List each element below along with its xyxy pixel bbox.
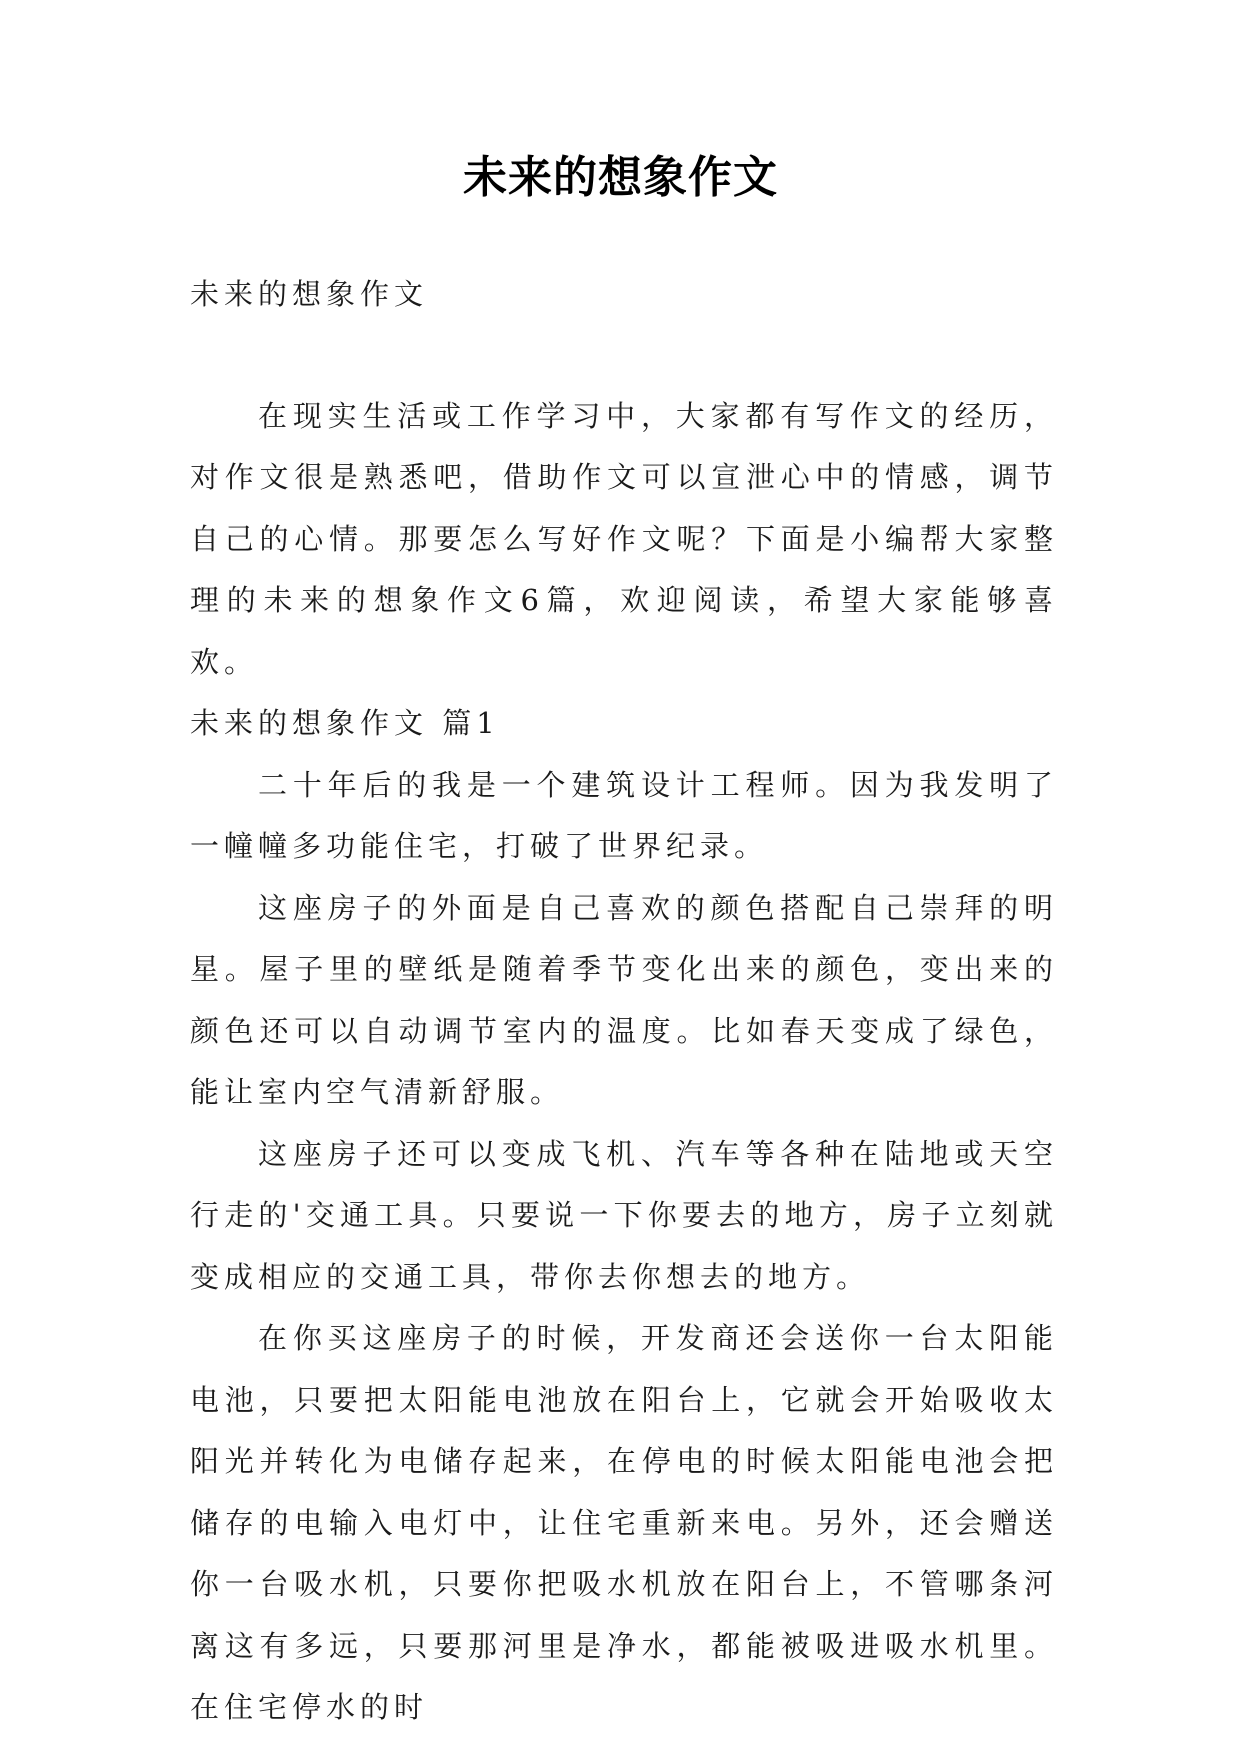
paragraph: 二十年后的我是一个建筑设计工程师。因为我发明了一幢幢多功能住宅，打破了世界纪录。 bbox=[190, 767, 1058, 863]
paragraph: 这座房子还可以变成飞机、汽车等各种在陆地或天空行走的'交通工具。只要说一下你要去的地方，房子立刻就变成相应的交通工具，带你去你想去的地方。 bbox=[190, 1136, 1058, 1294]
paragraph: 在你买这座房子的时候，开发商还会送你一台太阳能电池，只要把太阳能电池放在阳台上，它就会开始吸收太阳光并转化为电储存起来，在停电的时候太阳能电池会把储存的电输入电灯中，让住宅重新来电。另外，还会赠送你一台吸水机，只要你把吸水机放在阳台上，不管哪条河离这有多远，只要那河里是净水，都能被吸进吸水机里。在住宅停水的时 bbox=[190, 1321, 1058, 1724]
document-body bbox=[190, 264, 1058, 1739]
document-title: 未来的想象作文 bbox=[463, 152, 778, 203]
paragraph: 这座房子的外面是自己喜欢的颜色搭配自己崇拜的明星。屋子里的壁纸是随着季节变化出来的颜色，变出来的颜色还可以自动调节室内的温度。比如春天变成了绿色，能让室内空气清新舒服。 bbox=[190, 890, 1058, 1109]
document-subtitle: 未来的想象作文 bbox=[190, 277, 429, 311]
section-heading: 未来的想象作文 篇1 bbox=[190, 706, 500, 740]
paragraph-intro: 在现实生活或工作学习中，大家都有写作文的经历，对作文很是熟悉吧，借助作文可以宣泄心中的情感，调节自己的心情。那要怎么写好作文呢？下面是小编帮大家整理的未来的想象作文6篇，欢迎阅读，希望大家能够喜欢。 bbox=[190, 398, 1058, 679]
